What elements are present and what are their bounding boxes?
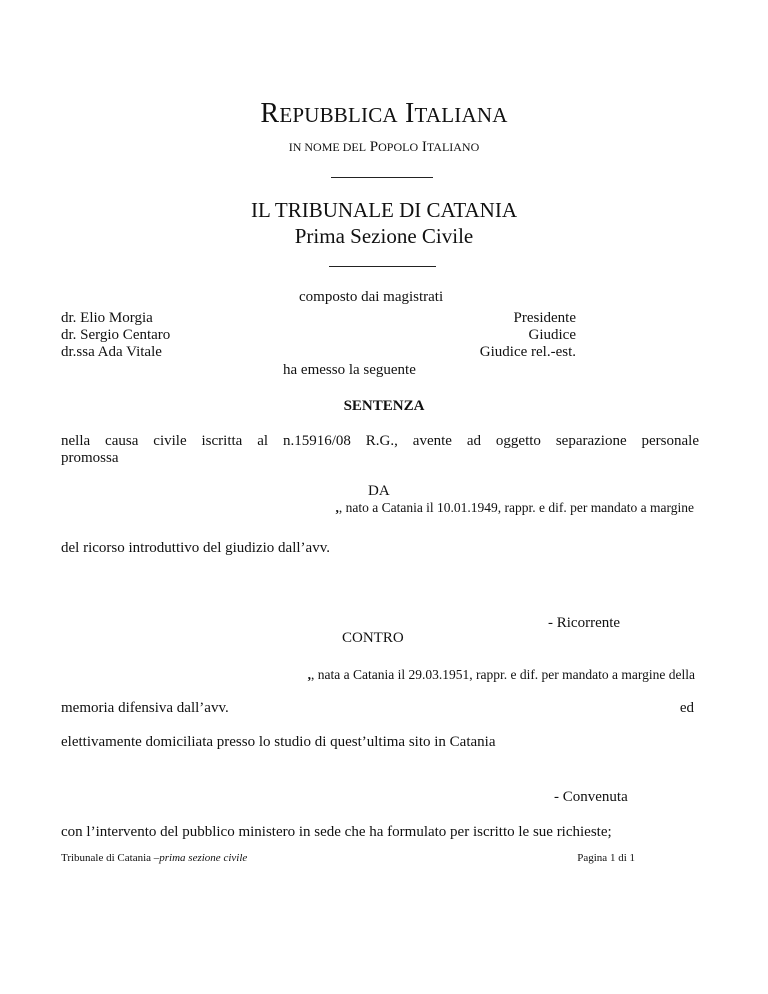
party-convenuta-details: ,, nata a Catania il 29.03.1951, rappr. e dif. per mandato a margine della bbox=[307, 667, 695, 682]
da-label: DA bbox=[368, 483, 390, 499]
judge-name: dr. Sergio Centaro bbox=[61, 327, 171, 343]
contro-label: CONTRO bbox=[342, 630, 404, 646]
judge-role: Giudice bbox=[528, 327, 576, 343]
body-line: memoria difensiva dall’avv. bbox=[61, 700, 229, 716]
judgment-heading: SENTENZA bbox=[343, 398, 425, 414]
footer-left: Tribunale di Catania –prima sezione civile bbox=[61, 852, 248, 864]
body-line: con l’intervento del pubblico ministero in sede che ha formulato per iscritto le sue richieste; bbox=[61, 824, 612, 840]
page-number: Pagina 1 di 1 bbox=[577, 852, 635, 864]
convenuta-label: - Convenuta bbox=[554, 789, 628, 805]
document-title: REPUBBLICA ITALIANA bbox=[260, 98, 508, 129]
body-line: ed bbox=[679, 700, 694, 716]
judge-role: Giudice rel.-est. bbox=[479, 344, 576, 360]
court-name: IL TRIBUNALE DI CATANIA bbox=[250, 198, 518, 222]
body-line: nella causa civile iscritta al n.15916/08 R.G., avente ad oggetto separazione personale bbox=[61, 433, 699, 449]
document-subtitle: IN NOME DEL POPOLO ITALIANO bbox=[288, 139, 480, 155]
divider bbox=[329, 266, 436, 267]
court-section: Prima Sezione Civile bbox=[294, 224, 474, 248]
panel-outro: ha emesso la seguente bbox=[283, 362, 416, 378]
party-ricorrente-details: ,, nato a Catania il 10.01.1949, rappr. e dif. per mandato a margine bbox=[335, 500, 694, 515]
judge-name: dr. Elio Morgia bbox=[61, 310, 153, 326]
body-line: promossa bbox=[61, 450, 119, 466]
panel-intro: composto dai magistrati bbox=[299, 289, 444, 305]
ricorrente-label: - Ricorrente bbox=[548, 615, 621, 631]
body-line: del ricorso introduttivo del giudizio dall’avv. bbox=[61, 540, 330, 556]
judge-name: dr.ssa Ada Vitale bbox=[61, 344, 162, 360]
judge-role: Presidente bbox=[513, 310, 576, 326]
body-line: elettivamente domiciliata presso lo studio di quest’ultima sito in Catania bbox=[61, 734, 496, 750]
divider bbox=[331, 177, 433, 178]
